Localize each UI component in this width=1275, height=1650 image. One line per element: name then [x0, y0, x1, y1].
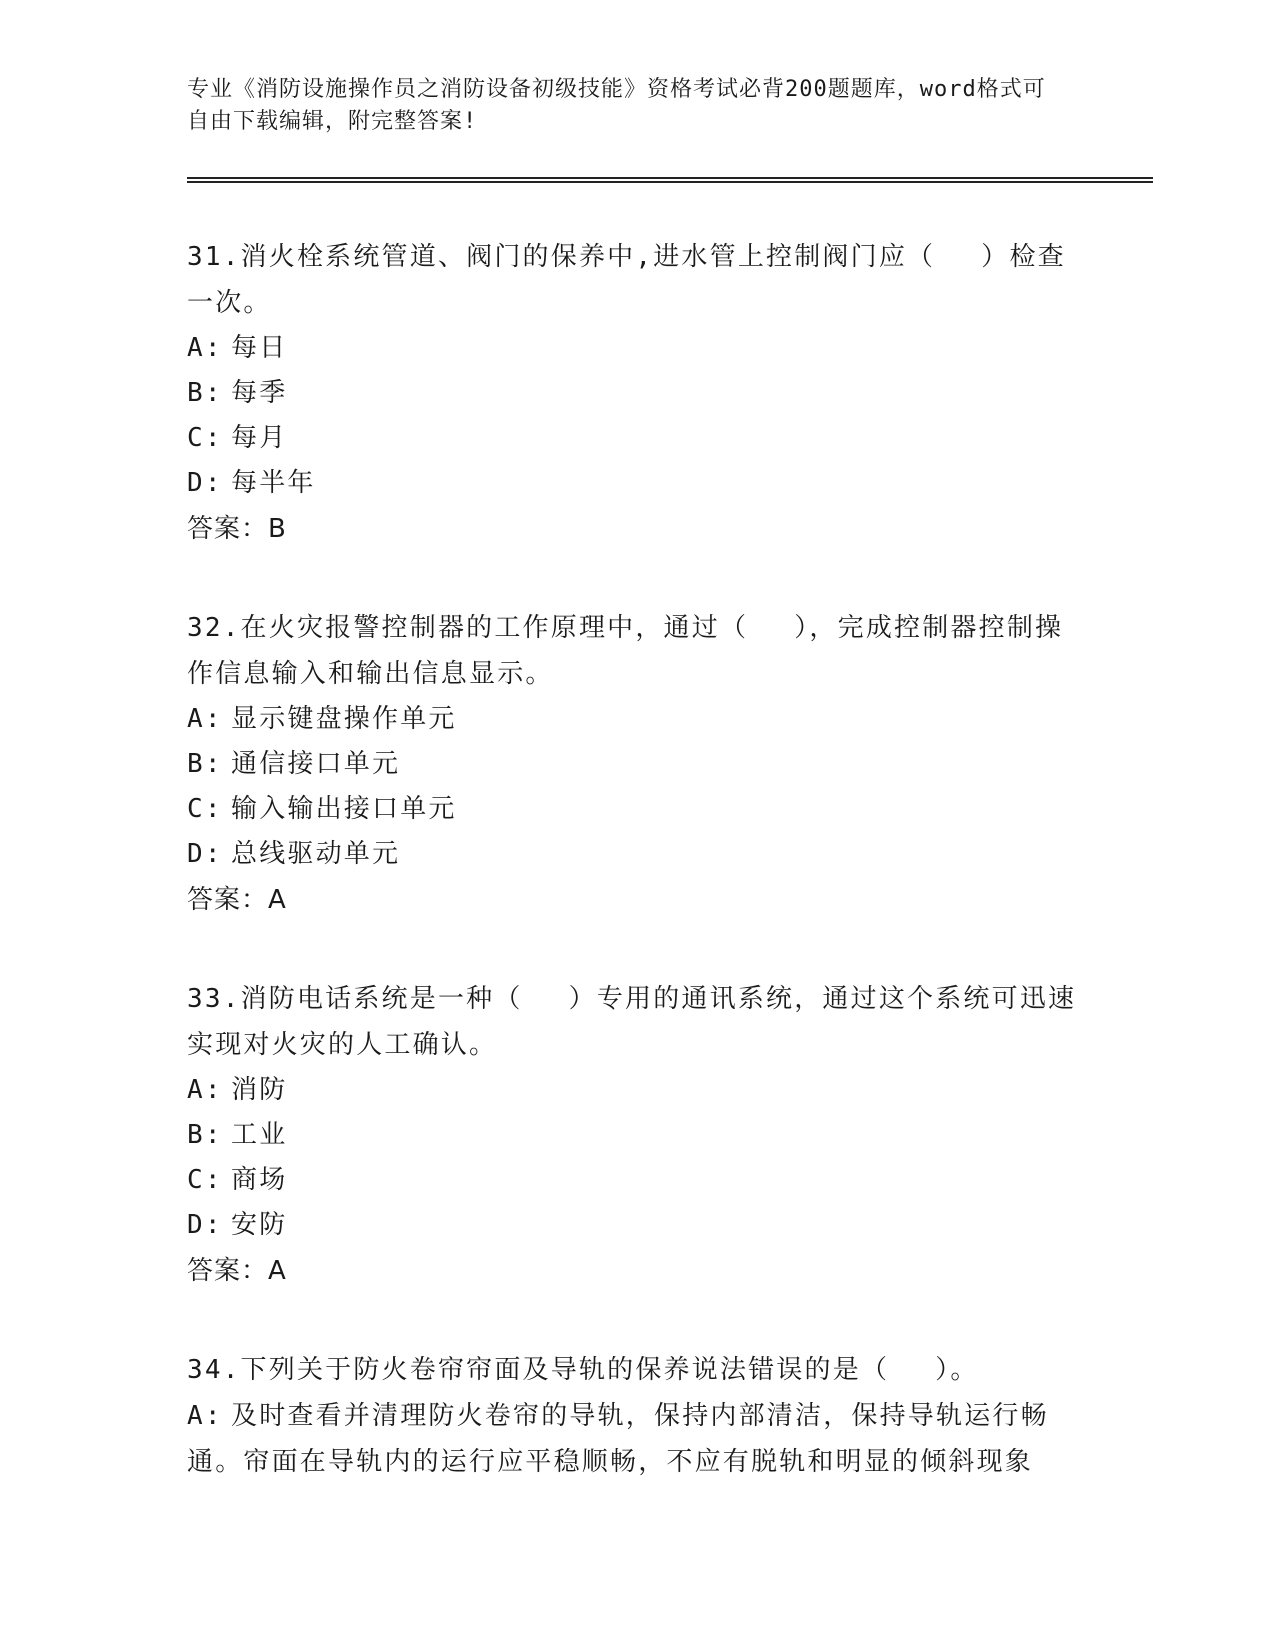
option-text: 每半年 — [231, 468, 316, 498]
option-a — [187, 1068, 1087, 1113]
answer-line: 答案：A — [187, 885, 287, 915]
option-c — [187, 416, 1087, 461]
option-key: D: — [187, 839, 223, 869]
option-c — [187, 1158, 1087, 1203]
option-text: 消防 — [231, 1075, 288, 1105]
option-d — [187, 1203, 1087, 1248]
option-text: 显示键盘操作单元 — [231, 704, 457, 734]
option-text: 商场 — [231, 1165, 288, 1195]
question-31 — [187, 234, 1087, 552]
option-key: B: — [187, 1120, 223, 1150]
option-a — [187, 326, 1087, 371]
option-c — [187, 787, 1087, 832]
option-text: 及时查看并清理防火卷帘的导轨，保持内部清洁，保持导轨运行畅通。帘面在导轨内的运行应平稳顺畅，不应有脱轨和明显的倾斜现象 — [187, 1401, 1049, 1477]
option-d — [187, 461, 1087, 506]
option-text: 总线驱动单元 — [231, 839, 401, 869]
option-d — [187, 832, 1087, 877]
option-b — [187, 371, 1087, 416]
option-key: C: — [187, 423, 223, 453]
option-key: D: — [187, 468, 223, 498]
question-33 — [187, 976, 1087, 1294]
option-text: 工业 — [231, 1120, 288, 1150]
document-title: 专业《消防设施操作员之消防设备初级技能》资格考试必背200题题库，word格式可自由下载编辑，附完整答案! — [187, 77, 1046, 134]
question-text: 31.消火栓系统管道、阀门的保养中,进水管上控制阀门应（ ）检查一次。 — [187, 242, 1066, 318]
option-key: B: — [187, 378, 223, 408]
option-key: A: — [187, 1401, 223, 1431]
question-text: 33.消防电话系统是一种（ ）专用的通讯系统，通过这个系统可迅速实现对火灾的人工确认。 — [187, 984, 1077, 1060]
option-key: C: — [187, 794, 223, 824]
option-key: D: — [187, 1210, 223, 1240]
option-text: 每月 — [231, 423, 288, 453]
question-text: 32.在火灾报警控制器的工作原理中，通过（ ），完成控制器控制操作信息输入和输出信息显示。 — [187, 613, 1064, 689]
question-34 — [187, 1347, 1087, 1485]
question-32 — [187, 605, 1087, 923]
option-text: 安防 — [231, 1210, 288, 1240]
question-text: 34.下列关于防火卷帘帘面及导轨的保养说法错误的是（ ）。 — [187, 1355, 979, 1385]
option-text: 输入输出接口单元 — [231, 794, 457, 824]
document-header — [187, 74, 1067, 138]
header-divider — [187, 177, 1153, 183]
option-text: 每季 — [231, 378, 288, 408]
option-key: B: — [187, 749, 223, 779]
question-list — [187, 234, 1087, 1538]
option-text: 每日 — [231, 333, 288, 363]
option-a — [187, 697, 1087, 742]
option-key: A: — [187, 1075, 223, 1105]
option-key: C: — [187, 1165, 223, 1195]
option-b — [187, 1113, 1087, 1158]
option-text: 通信接口单元 — [231, 749, 401, 779]
answer-line: 答案：B — [187, 514, 287, 544]
answer-line: 答案：A — [187, 1256, 287, 1286]
option-b — [187, 742, 1087, 787]
option-key: A: — [187, 333, 223, 363]
option-key: A: — [187, 704, 223, 734]
option-a — [187, 1393, 1087, 1485]
